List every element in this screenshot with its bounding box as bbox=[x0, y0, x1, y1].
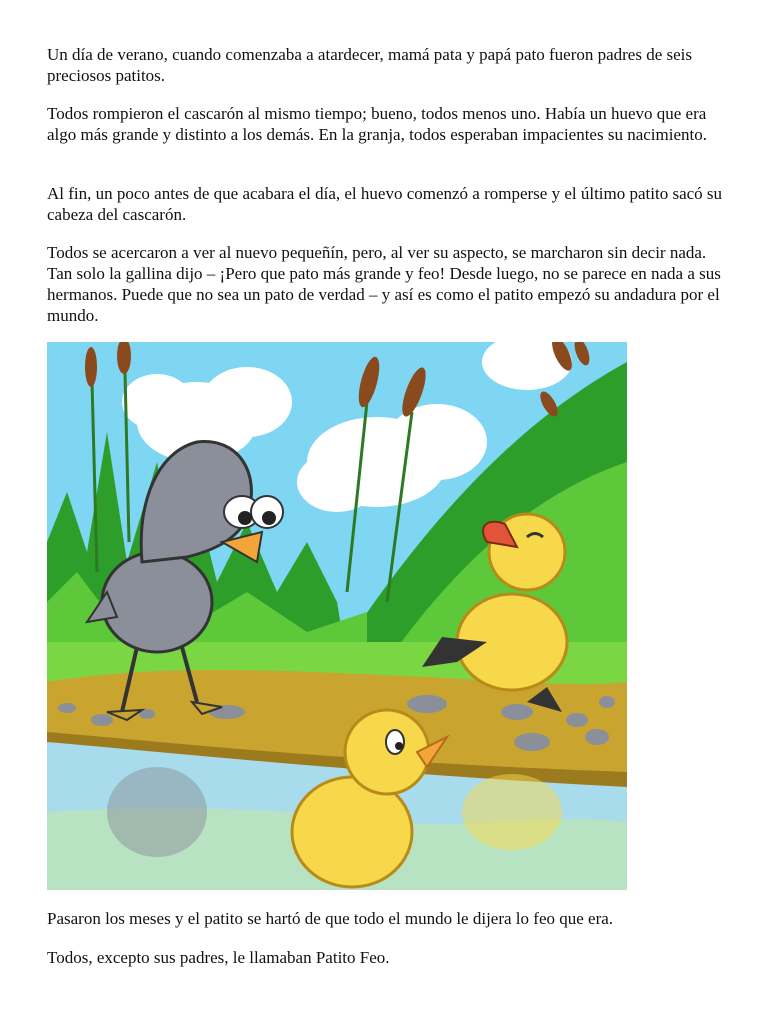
paragraph-1: Un día de verano, cuando comenzaba a atardecer, mamá pata y papá pato fueron padres de seis preciosos patitos. bbox=[47, 45, 693, 85]
paragraph-6: Todos, excepto sus padres, le llamaban Patito Feo. bbox=[47, 948, 390, 967]
ugly-duckling-illustration bbox=[47, 342, 627, 890]
paragraph-3: Al fin, un poco antes de que acabara el día, el huevo comenzó a romperse y el último patito sacó su cabeza del cascarón. bbox=[47, 184, 723, 224]
paragraph-4: Todos se acercaron a ver al nuevo pequeñín, pero, al ver su aspecto, se marcharon sin decir nada. Tan solo la gallina dijo – ¡Pero que pato más grande y feo! Desde luego, no se parece en nada a sus hermanos. Puede que no sea un pato de verdad – y así es como el patito empezó su andadura por el mundo. bbox=[47, 243, 721, 325]
illustration-svg bbox=[47, 342, 627, 890]
paragraph-2: Todos rompieron el cascarón al mismo tiempo; bueno, todos menos uno. Había un huevo que era algo más grande y distinto a los demás. En la granja, todos esperaban impacientes su nacimiento. bbox=[47, 104, 707, 144]
paragraph-5: Pasaron los meses y el patito se hartó de que todo el mundo le dijera lo feo que era. bbox=[47, 909, 614, 928]
